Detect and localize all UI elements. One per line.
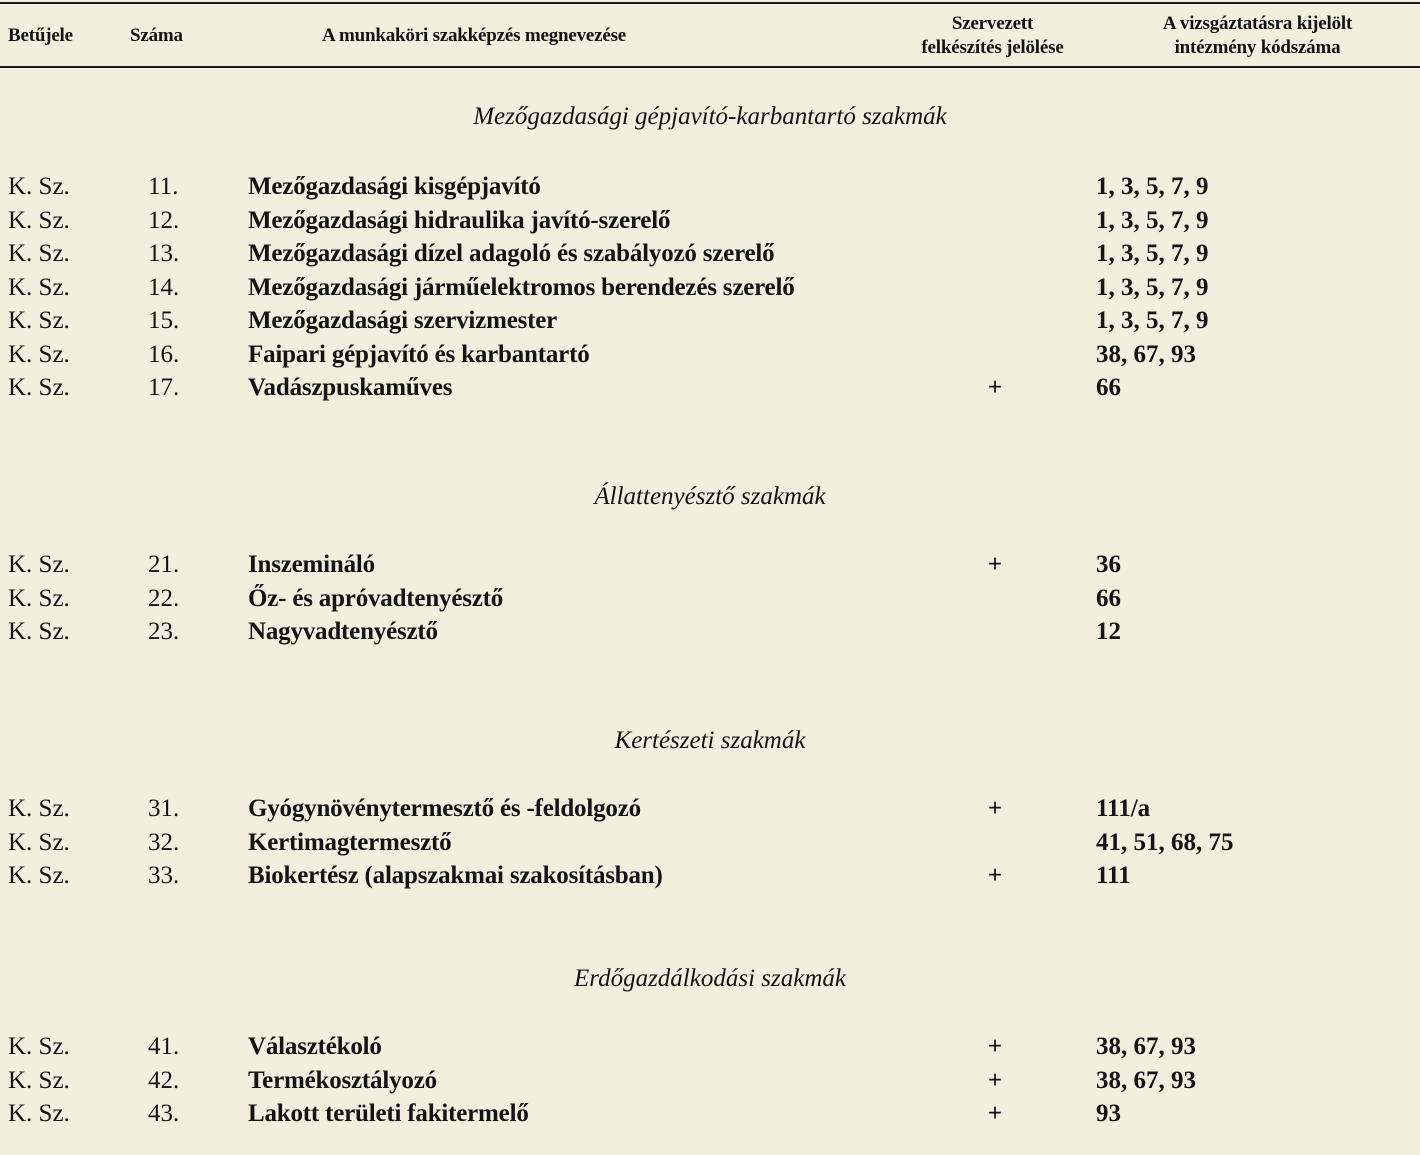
row-institution-codes: 66 [1096,584,1121,612]
row-institution-codes: 36 [1096,551,1121,578]
row-number: 12. [148,206,180,234]
row-number: 32. [148,828,180,856]
header-number: Száma [130,25,183,46]
row-name: Termékosztályozó [248,1066,437,1094]
row-code: K. Sz. [8,1100,70,1127]
row-name: Lakott területi fakitermelő [248,1100,529,1127]
table-row [0,859,1420,892]
row-code: K. Sz. [8,240,70,267]
table-row [0,371,1420,404]
row-code: K. Sz. [8,173,70,200]
row-code: K. Sz. [8,1033,70,1060]
row-code: K. Sz. [8,307,70,334]
row-number: 11. [148,173,179,200]
row-institution-codes: 1, 3, 5, 7, 9 [1096,240,1209,267]
row-code: K. Sz. [8,340,70,368]
row-code: K. Sz. [8,795,70,822]
row-number: 15. [148,307,180,334]
row-name: Nagyvadtenyésztő [248,618,438,645]
table-row [0,338,1420,371]
row-organized-mark: + [987,1100,1003,1127]
table-row [0,204,1420,237]
header-institution-line2: intézmény kódszáma [1174,37,1341,58]
row-number: 17. [148,374,180,401]
table-row [0,826,1420,859]
row-institution-codes: 66 [1096,374,1121,401]
row-institution-codes: 1, 3, 5, 7, 9 [1096,206,1209,234]
row-name: Inszemináló [248,551,375,578]
row-institution-codes: 38, 67, 93 [1096,340,1196,368]
section-title: Állattenyésztő szakmák [594,483,826,510]
row-number: 43. [148,1100,180,1127]
row-number: 31. [148,795,180,822]
row-code: K. Sz. [8,206,70,234]
table-row [0,304,1420,337]
row-name: Mezőgazdasági szervizmester [248,307,558,334]
row-code: K. Sz. [8,862,70,889]
row-institution-codes: 1, 3, 5, 7, 9 [1096,307,1209,334]
section-title: Mezőgazdasági gépjavító-karbantartó szakmák [473,103,947,130]
row-organized-mark: + [987,551,1003,578]
row-name: Őz- és apróvadtenyésztő [248,584,504,612]
row-name: Mezőgazdasági hidraulika javító-szerelő [248,206,671,234]
row-code: K. Sz. [8,618,70,645]
row-institution-codes: 12 [1096,618,1121,645]
row-institution-codes: 111 [1096,862,1131,889]
row-number: 22. [148,584,180,612]
row-institution-codes: 93 [1096,1100,1121,1127]
row-organized-mark: + [987,862,1003,889]
row-number: 14. [148,273,180,301]
row-name: Vadászpuskaműves [248,374,453,401]
table-row [0,1097,1420,1130]
table-row [0,582,1420,615]
row-institution-codes: 1, 3, 5, 7, 9 [1096,273,1209,301]
row-code: K. Sz. [8,273,70,301]
row-organized-mark: + [987,374,1003,401]
table-row [0,792,1420,825]
row-name: Választékoló [248,1033,382,1060]
row-number: 16. [148,340,180,368]
row-name: Biokertész (alapszakmai szakosításban) [248,862,663,889]
row-number: 33. [148,862,180,889]
row-name: Kertimagtermesztő [248,828,452,856]
row-number: 41. [148,1033,180,1060]
header-name: A munkaköri szakképzés megnevezése [322,25,627,46]
row-code: K. Sz. [8,584,70,612]
header-institution [1130,12,1385,60]
row-institution-codes: 111/a [1096,795,1151,822]
table-row [0,271,1420,304]
row-name: Faipari gépjavító és karbantartó [248,340,590,368]
row-organized-mark: + [987,795,1003,822]
section-title: Erdőgazdálkodási szakmák [574,965,846,992]
header-organized-line1: Szervezett [951,13,1034,34]
row-number: 42. [148,1066,180,1094]
row-code: K. Sz. [8,374,70,401]
section-title: Kertészeti szakmák [614,727,806,754]
header-organized [885,12,1100,60]
header-organized-line2: felkészítés jelölése [921,37,1064,58]
row-institution-codes: 38, 67, 93 [1096,1033,1196,1060]
top-rule [0,2,1420,4]
row-code: K. Sz. [8,828,70,856]
row-name: Mezőgazdasági dízel adagoló és szabályozó szerelő [248,240,775,267]
row-organized-mark: + [987,1066,1003,1094]
row-institution-codes: 1, 3, 5, 7, 9 [1096,173,1209,200]
row-institution-codes: 41, 51, 68, 75 [1096,828,1234,856]
table-row [0,170,1420,203]
table-row [0,615,1420,648]
header-rule [0,66,1420,68]
header-institution-line1: A vizsgáztatásra kijelölt [1162,13,1353,34]
row-number: 23. [148,618,180,645]
row-number: 21. [148,551,180,578]
row-name: Mezőgazdasági kisgépjavító [248,173,541,200]
row-institution-codes: 38, 67, 93 [1096,1066,1196,1094]
row-organized-mark: + [987,1033,1003,1060]
row-number: 13. [148,240,180,267]
row-code: K. Sz. [8,1066,70,1094]
table-row [0,548,1420,581]
row-name: Gyógynövénytermesztő és -feldolgozó [248,795,641,822]
header-code: Betűjele [8,25,73,46]
table-row [0,1064,1420,1097]
table-row [0,237,1420,270]
table-row [0,1030,1420,1063]
row-code: K. Sz. [8,551,70,578]
row-name: Mezőgazdasági járműelektromos berendezés szerelő [248,273,795,301]
